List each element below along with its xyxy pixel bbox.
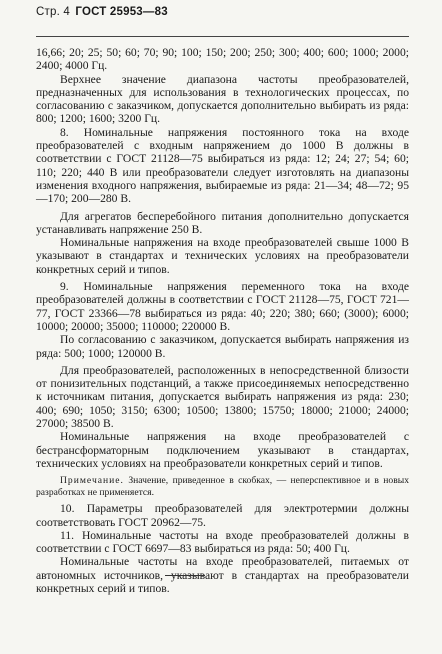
- paragraph-ups-voltage: Для агрегатов бесперебойного питания дополнительно допускается устанавливать напряжение 250 В.: [36, 209, 409, 236]
- document-code: ГОСТ 25953—83: [75, 6, 168, 18]
- document-body: [36, 46, 409, 595]
- paragraph-over-1000v: Номинальные напряжения на входе преобразователей свыше 1000 В указывают в стандартах и технических условиях на преобразователи конкретных серий и типов.: [36, 236, 409, 276]
- paragraph-autonomous-sources: Номинальные частоты на входе преобразователей, питаемых от автономных источников, указывают в стандартах на преобразователи конкретных серий и типов.: [36, 555, 409, 595]
- paragraph-item-10: 10. Параметры преобразователей для электротермии должны соответствовать ГОСТ 20962—75.: [36, 502, 409, 529]
- note-text: Значение, приведенное в скобках, — неперспективное и в новых разработках не применяется.: [36, 475, 409, 499]
- header-rule: [36, 36, 409, 37]
- paragraph-upper-frequency: Верхнее значение диапазона частоты преобразователей, предназначенных для использования в технологических процессах, по согласованию с заказчиком, допускается дополнительно выбирать из ряда: 800; 1200; 1600; 3200 Гц.: [36, 72, 409, 126]
- paragraph-transformerless: Номинальные напряжения на входе преобразователей с бестрансформаторным подключением указывают в стандартах, технических условиях на преобразователи конкретных серий и типов.: [36, 430, 409, 470]
- paragraph-item-8: 8. Номинальные напряжения постоянного тока на входе преобразователей с входным напряжением до 1000 В должны в соответствии с ГОСТ 21128—75 выбираться из ряда: 12; 24; 27; 54; 60; 110; 220; 440 В или преобразователи следует изготовлять на диапазоны изменения входного напряжения, выбираемые из ряда: 21—34; 48—72; 95—170; 200—280 В.: [36, 125, 409, 206]
- paragraph-item-9: 9. Номинальные напряжения переменного тока на входе преобразователей должны в соответствии с ГОСТ 21128—75, ГОСТ 721—77, ГОСТ 23366—78 выбираться из ряда: 40; 220; 380; 660; (3000); 6000; 10000; 20000; 35000; 110000; 220000 В.: [36, 280, 409, 333]
- note: [36, 475, 409, 499]
- paragraph-frequency-list: 16,66; 20; 25; 50; 60; 70; 90; 100; 150; 200; 250; 300; 400; 600; 1000; 2000; 2400; 4000 Гц.: [36, 46, 409, 73]
- paragraph-substations: Для преобразователей, расположенных в непосредственной близости от понизительных подстанций, а также присоединяемых непосредственно к источникам питания, допускается выбирать напряжения из ряда: 230; 400; 690; 1050; 3150; 6300; 10500; 13800; 15750; 18000; 21000; 24000; 27000; 38500 В.: [36, 363, 409, 431]
- note-label: Примечание.: [60, 475, 124, 487]
- document-page: [36, 6, 409, 595]
- page-header: [36, 6, 409, 18]
- paragraph-item-11: 11. Номинальные частоты на входе преобразователей должны в соответствии с ГОСТ 6697—83 выбираться из ряда: 50; 400 Гц.: [36, 528, 409, 556]
- end-divider: [165, 575, 205, 576]
- page-number: Стр. 4: [36, 6, 70, 18]
- paragraph-customer-agreement: По согласованию с заказчиком, допускается выбирать напряжения из ряда: 500; 1000; 120000 В.: [36, 333, 409, 360]
